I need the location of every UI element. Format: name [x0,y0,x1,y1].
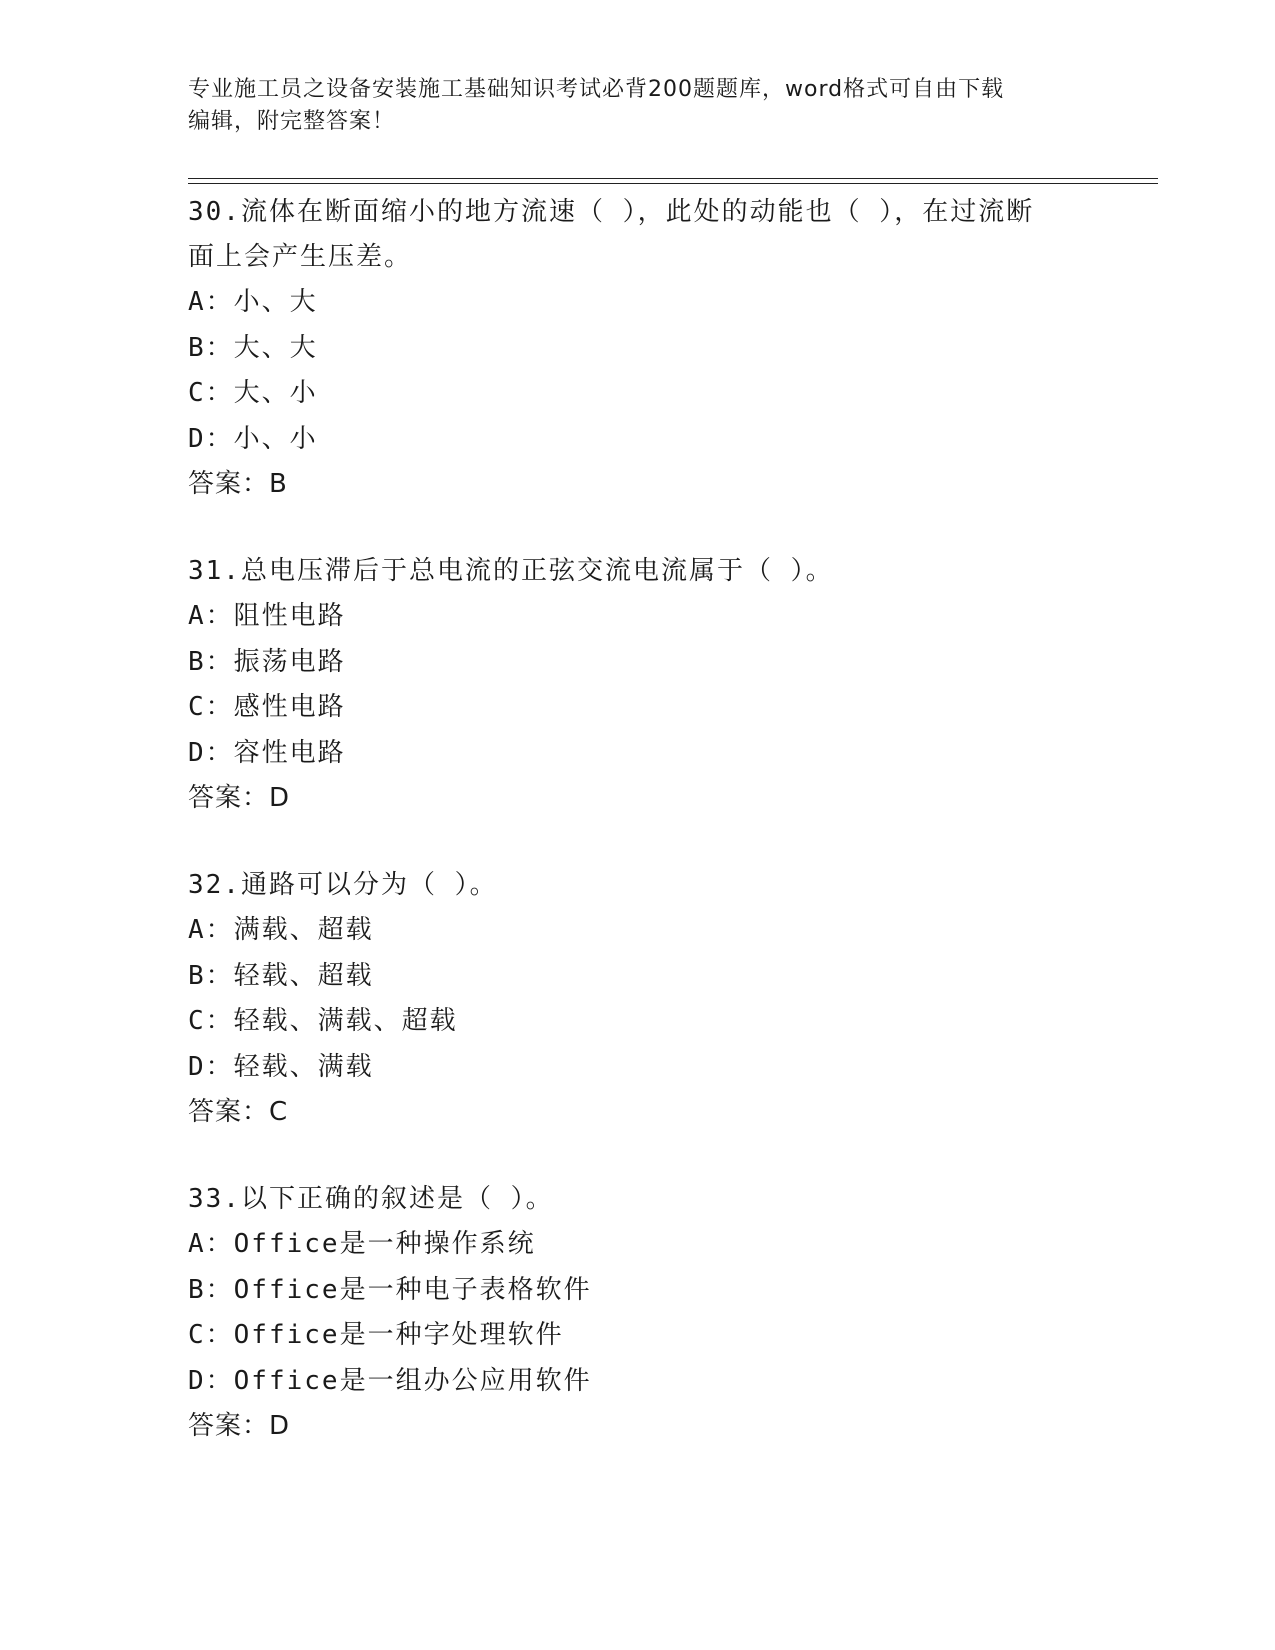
document-header [188,74,1068,138]
question-30 [188,190,1088,507]
option-c: C：轻载、满载、超载 [188,1006,458,1036]
answer-line: 答案：C [188,1097,289,1127]
option-a: A：小、大 [188,287,318,317]
option-a: A：阻性电路 [188,601,346,631]
option-b: B：Office是一种电子表格软件 [188,1274,592,1305]
option-c: C：感性电路 [188,692,346,722]
question-list [188,190,1088,1491]
option-c: C：大、小 [188,378,318,408]
option-b: B：轻载、超载 [188,960,374,991]
question-stem: 32.通路可以分为（ ）。 [188,870,498,900]
option-b: B：大、大 [188,332,318,363]
question-stem-continued: 面上会产生压差。 [188,242,413,272]
option-d: D：小、小 [188,423,318,454]
header-divider-bottom [188,183,1158,184]
header-divider-top [188,178,1158,179]
answer-line: 答案：D [188,783,291,813]
header-line-2: 编辑，附完整答案！ [188,109,396,134]
option-c: C：Office是一种字处理软件 [188,1320,564,1350]
option-d: D：容性电路 [188,737,346,768]
option-a: A：Office是一种操作系统 [188,1229,536,1259]
header-line-1: 专业施工员之设备安装施工基础知识考试必背200题题库，word格式可自由下载 [188,77,1005,102]
question-31 [188,549,1088,821]
option-d: D：Office是一组办公应用软件 [188,1365,592,1396]
question-stem: 30.流体在断面缩小的地方流速（ ），此处的动能也（ ），在过流断 [188,197,1035,227]
question-stem: 31.总电压滞后于总电流的正弦交流电流属于（ ）。 [188,556,834,586]
question-33 [188,1177,1088,1449]
option-d: D：轻载、满载 [188,1051,374,1082]
question-32 [188,863,1088,1135]
answer-line: 答案：B [188,469,288,499]
option-b: B：振荡电路 [188,646,346,677]
option-a: A：满载、超载 [188,915,374,945]
question-stem: 33.以下正确的叙述是（ ）。 [188,1184,554,1214]
answer-line: 答案：D [188,1411,291,1441]
